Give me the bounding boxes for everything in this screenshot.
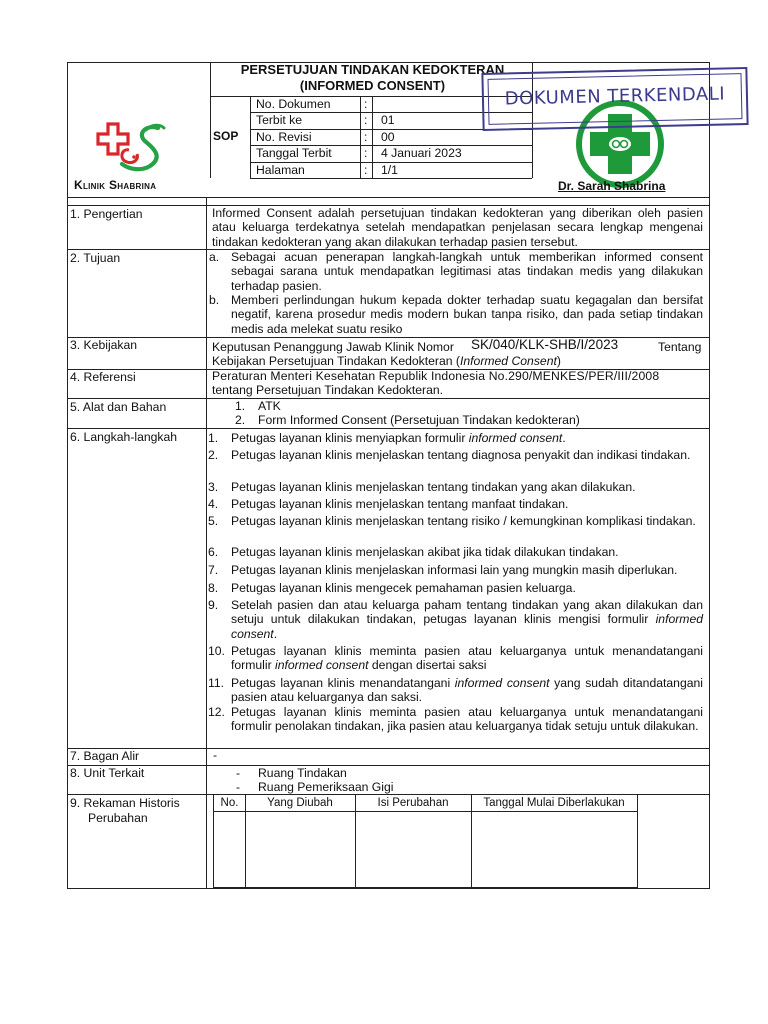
meta-value-halaman: 1/1 (381, 163, 398, 177)
langkah-emphasis: informed consent (231, 612, 703, 641)
section-divider-7 (67, 748, 710, 749)
section-label-unit: 8. Unit Terkait (70, 766, 145, 780)
revision-header-line (214, 811, 637, 812)
langkah-item-2: Petugas layanan klinis menjelaskan tentang diagnosa penyakit dan indikasi tindakan. (231, 448, 691, 462)
section-divider-8 (67, 765, 710, 766)
langkah-marker: 2. (208, 448, 219, 462)
revision-col-isi-perubahan: Isi Perubahan (377, 797, 449, 809)
kebijakan-text-d: Informed Consent (459, 354, 557, 368)
unit-item-2: Ruang Pemeriksaan Gigi (258, 780, 394, 794)
document-subtitle: (INFORMED CONSENT) (299, 78, 446, 93)
alat-item-1: ATK (258, 399, 281, 413)
meta-value-terbit-ke: 01 (381, 113, 395, 127)
tujuan-item-a: Sebagai acuan penerapan langkah-langkah untuk memberikan informed consent sebagai sarana untuk mendapatkan legitimasi atas tindakan medis yang dilakukan terhadap pasien. (231, 250, 703, 293)
sop-label: SOP (213, 129, 239, 143)
revision-col-no: No. (220, 797, 239, 809)
alat-marker: 2. (235, 413, 246, 427)
langkah-item-5: Petugas layanan klinis menjelaskan tentang risiko / kemungkinan komplikasi tindakan. (231, 514, 696, 528)
meta-label-terbit-ke: Terbit ke (256, 113, 303, 127)
langkah-marker: 8. (208, 581, 219, 595)
meta-row-line-5 (250, 178, 532, 179)
section-label-kebijakan: 3. Kebijakan (70, 338, 138, 352)
pengertian-text: Informed Consent adalah persetujuan tindakan kedokteran yang diberikan oleh pasien atau keluarga terdekatnya setelah mendapatkan penjelasan secara lengkap mengenai tindakan kedokteran yang akan dilakukan terhadap pasien tersebut. (212, 206, 703, 249)
kebijakan-text-a: Keputusan Penanggung Jawab Klinik Nomor (212, 340, 454, 354)
langkah-item-8: Petugas layanan klinis mengecek pemahaman pasien keluarga. (231, 581, 576, 595)
bagan-value: - (213, 748, 218, 762)
langkah-text-end: . (562, 431, 566, 445)
langkah-marker: 9. (208, 598, 219, 612)
langkah-text: Petugas layanan klinis menandatangani (231, 676, 455, 690)
meta-label-halaman: Halaman (256, 163, 305, 177)
meta-sep: : (364, 97, 368, 111)
langkah-text: Petugas layanan klinis menyiapkan formulir (231, 431, 469, 445)
langkah-text: Petugas layanan klinis meminta pasien atau keluarganya untuk menandatangani formulir (231, 644, 703, 673)
langkah-marker: 11. (208, 676, 225, 690)
referensi-line-2: tentang Persetujuan Tindakan Kedokteran. (212, 383, 444, 397)
langkah-text-end: . (273, 626, 278, 641)
langkah-marker: 12. (208, 705, 225, 719)
langkah-marker: 4. (208, 497, 219, 511)
meta-value-tanggal-terbit: 4 Januari 2023 (381, 146, 462, 160)
tujuan-marker: a. (209, 250, 220, 264)
section-label-bagan: 7. Bagan Alir (70, 749, 140, 763)
meta-label-no-revisi: No. Revisi (256, 130, 312, 144)
section-divider-5 (67, 398, 710, 399)
langkah-marker: 10. (208, 644, 225, 658)
alat-marker: 1. (235, 399, 246, 413)
meta-sep: : (364, 113, 368, 127)
langkah-item-6: Petugas layanan klinis menjelaskan akibat jika tidak dilakukan tindakan. (231, 545, 619, 559)
sop-divider (250, 96, 251, 178)
header-divider (67, 197, 710, 198)
langkah-text-end: yang sudah ditandatangani pasien atau keluarganya dan saksi. (231, 676, 703, 705)
meta-sep: : (364, 163, 368, 177)
langkah-item-1 (231, 431, 703, 445)
left-column-divider (206, 197, 207, 889)
kebijakan-text-e: ) (556, 354, 561, 368)
langkah-marker: 1. (208, 431, 219, 445)
langkah-marker: 5. (208, 514, 219, 528)
langkah-item-7: Petugas layanan klinis menjelaskan informasi lain yang mungkin masih diperlukan. (231, 563, 678, 577)
langkah-emphasis: informed consent (454, 676, 550, 690)
meta-sep-divider (372, 96, 373, 178)
meta-value-no-revisi: 00 (381, 130, 395, 144)
meta-sep: : (364, 146, 368, 160)
meta-label-no-dokumen: No. Dokumen (256, 97, 331, 111)
section-divider-6 (67, 428, 710, 429)
langkah-item-12: Petugas layanan klinis meminta pasien atau keluarganya untuk menandatangani formulir penolakan tindakan, jika pasien atau keluarganya tidak setuju untuk dilakukan. (231, 705, 703, 734)
meta-sep: : (364, 130, 368, 144)
document-title: PERSETUJUAN TINDAKAN KEDOKTERAN (240, 62, 505, 77)
langkah-emphasis: informed consent (468, 431, 563, 445)
revision-history-table (213, 794, 638, 888)
langkah-item-3: Petugas layanan klinis menjelaskan tentang tindakan yang akan dilakukan. (231, 480, 636, 494)
section-label-rekaman-cont: Perubahan (88, 811, 148, 825)
revision-col-tanggal: Tanggal Mulai Diberlakukan (483, 797, 625, 809)
tujuan-item-b: Memberi perlindungan hukum kepada dokter terhadap suatu kegagalan dan bersifat negatif, karena prosedur medis modern bukan tanpa risiko, dan pada setiap tindakan medis ada melekat suatu resiko (231, 293, 703, 336)
unit-item-1: Ruang Tindakan (258, 766, 347, 780)
revision-col-yang-diubah: Yang Diubah (267, 797, 333, 809)
langkah-marker: 7. (208, 563, 219, 577)
section-label-tujuan: 2. Tujuan (70, 251, 121, 265)
section-label-pengertian: 1. Pengertian (70, 207, 143, 221)
kebijakan-text-b: Tentang (658, 340, 702, 354)
langkah-emphasis: informed consent (275, 658, 369, 673)
stamp-text: DOKUMEN TERKENDALI (504, 83, 726, 110)
langkah-item-11 (231, 676, 703, 705)
unit-marker: - (236, 780, 241, 794)
section-label-rekaman: 9. Rekaman Historis (70, 796, 180, 810)
langkah-item-10 (231, 644, 703, 673)
meta-label-divider (360, 96, 361, 178)
langkah-item-4: Petugas layanan klinis menjelaskan tentang manfaat tindakan. (231, 497, 569, 511)
signer-name: Dr. Sarah Shabrina (558, 179, 666, 193)
langkah-item-9 (231, 598, 703, 641)
langkah-marker: 6. (208, 545, 219, 559)
unit-marker: - (236, 766, 241, 780)
referensi-line-1: Peraturan Menteri Kesehatan Republik Indonesia No.290/MENKES/PER/III/2008 (212, 369, 660, 383)
tujuan-marker: b. (209, 293, 220, 307)
langkah-text: Setelah pasien dan atau keluarga paham tentang tindakan yang akan dilakukan dan setuju untuk dilakukan tindakan, petugas layanan klinis mengisi formulir (231, 598, 703, 627)
meta-label-tanggal-terbit: Tanggal Terbit (256, 146, 332, 160)
langkah-marker: 3. (208, 480, 219, 494)
kebijakan-number: SK/040/KLK-SHB/I/2023 (471, 337, 619, 352)
kebijakan-text-c: Kebijakan Persetujuan Tindakan Kedokteran ( (212, 354, 460, 368)
section-label-langkah: 6. Langkah-langkah (70, 430, 178, 444)
kebijakan-line-2 (212, 354, 561, 368)
section-label-alat: 5. Alat dan Bahan (70, 400, 167, 414)
langkah-text-end: dengan disertai saksi (368, 658, 487, 673)
clinic-logo-icon (96, 120, 180, 182)
clinic-name: Klinik Shabrina (74, 178, 157, 192)
controlled-document-stamp (481, 67, 748, 131)
alat-item-2: Form Informed Consent (Persetujuan Tindakan kedokteran) (258, 413, 580, 427)
section-label-referensi: 4. Referensi (70, 370, 136, 384)
